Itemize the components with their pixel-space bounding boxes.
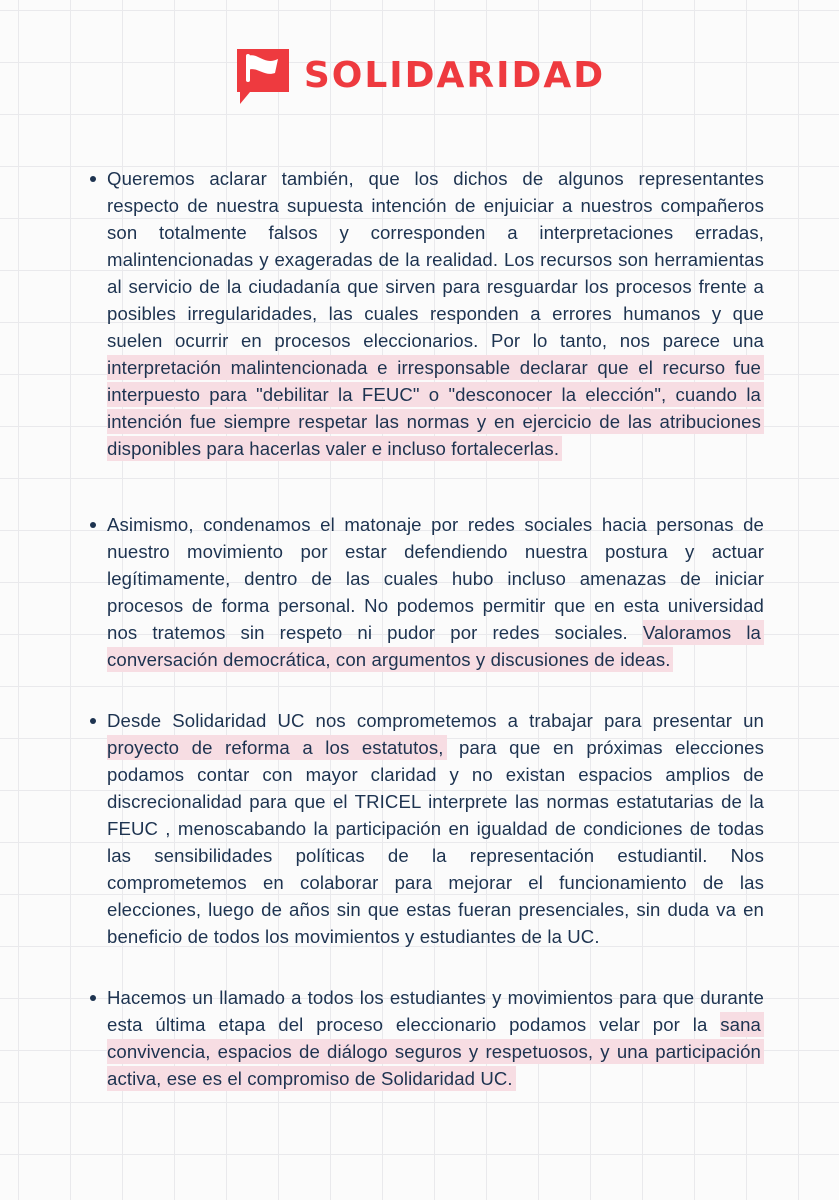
list-item <box>88 165 764 462</box>
list-item <box>88 511 764 673</box>
list-item <box>88 984 764 1092</box>
flag-icon <box>234 46 292 106</box>
highlighted-text: Valoramos la conversación democrática, con argumentos y discusiones de ideas. <box>107 620 764 672</box>
highlighted-text: sana convivencia, espacios de diálogo seguros y respetuosos, y una participación activa, ese es el compromiso de Solidaridad UC. <box>107 1012 764 1091</box>
header <box>0 46 839 106</box>
paragraph-text: Asimismo, condenamos el matonaje por redes sociales hacia personas de nuestro movimiento por estar defendiendo nuestra postura y actuar legítimamente, dentro de las cuales hubo incluso amenazas de iniciar procesos de forma personal. No podemos permitir que en esta universidad nos tratemos sin respeto ni pudor por redes sociales. <box>107 514 764 643</box>
logo <box>234 46 605 106</box>
paragraph-text: Queremos aclarar también, que los dichos de algunos representantes respecto de nuestra supuesta intención de enjuiciar a nuestros compañeros son totalmente falsos y corresponden a interpretaciones erradas, malintencionadas y exageradas de la realidad. Los recursos son herramientas al servicio de la ciudadanía que sirven para resguardar los procesos frente a posibles irregularidades, las cuales responden a errores humanos y que suelen ocurrir en procesos eleccionarios. Por lo tanto, nos parece una <box>107 168 764 351</box>
highlighted-text: proyecto de reforma a los estatutos, <box>107 735 447 760</box>
paragraph-text: Desde Solidaridad UC nos comprometemos a trabajar para presentar un <box>107 710 764 731</box>
statement-list <box>88 165 764 1092</box>
brand-name: SOLIDARIDAD <box>303 55 606 96</box>
list-item <box>88 707 764 950</box>
paragraph-text: para que en próximas elecciones podamos contar con mayor claridad y no existan espacios amplios de discrecionalidad para que el TRICEL interprete las normas estatutarias de la FEUC , menoscabando la participación en igualdad de condiciones de todas las sensibilidades políticas de la representación estudiantil. Nos comprometemos en colaborar para mejorar el funcionamiento de las elecciones, luego de años sin que estas fueran presenciales, sin duda va en beneficio de todos los movimientos y estudiantes de la UC. <box>107 737 765 947</box>
paragraph-text: Hacemos un llamado a todos los estudiantes y movimientos para que durante esta última etapa del proceso eleccionario podamos velar por la <box>107 987 764 1035</box>
highlighted-text: interpretación malintencionada e irresponsable declarar que el recurso fue interpuesto para "debilitar la FEUC" o "desconocer la elección", cuando la intención fue siempre respetar las normas y en ejercicio de las atribuciones disponibles para hacerlas valer e incluso fortalecerlas. <box>107 355 764 461</box>
